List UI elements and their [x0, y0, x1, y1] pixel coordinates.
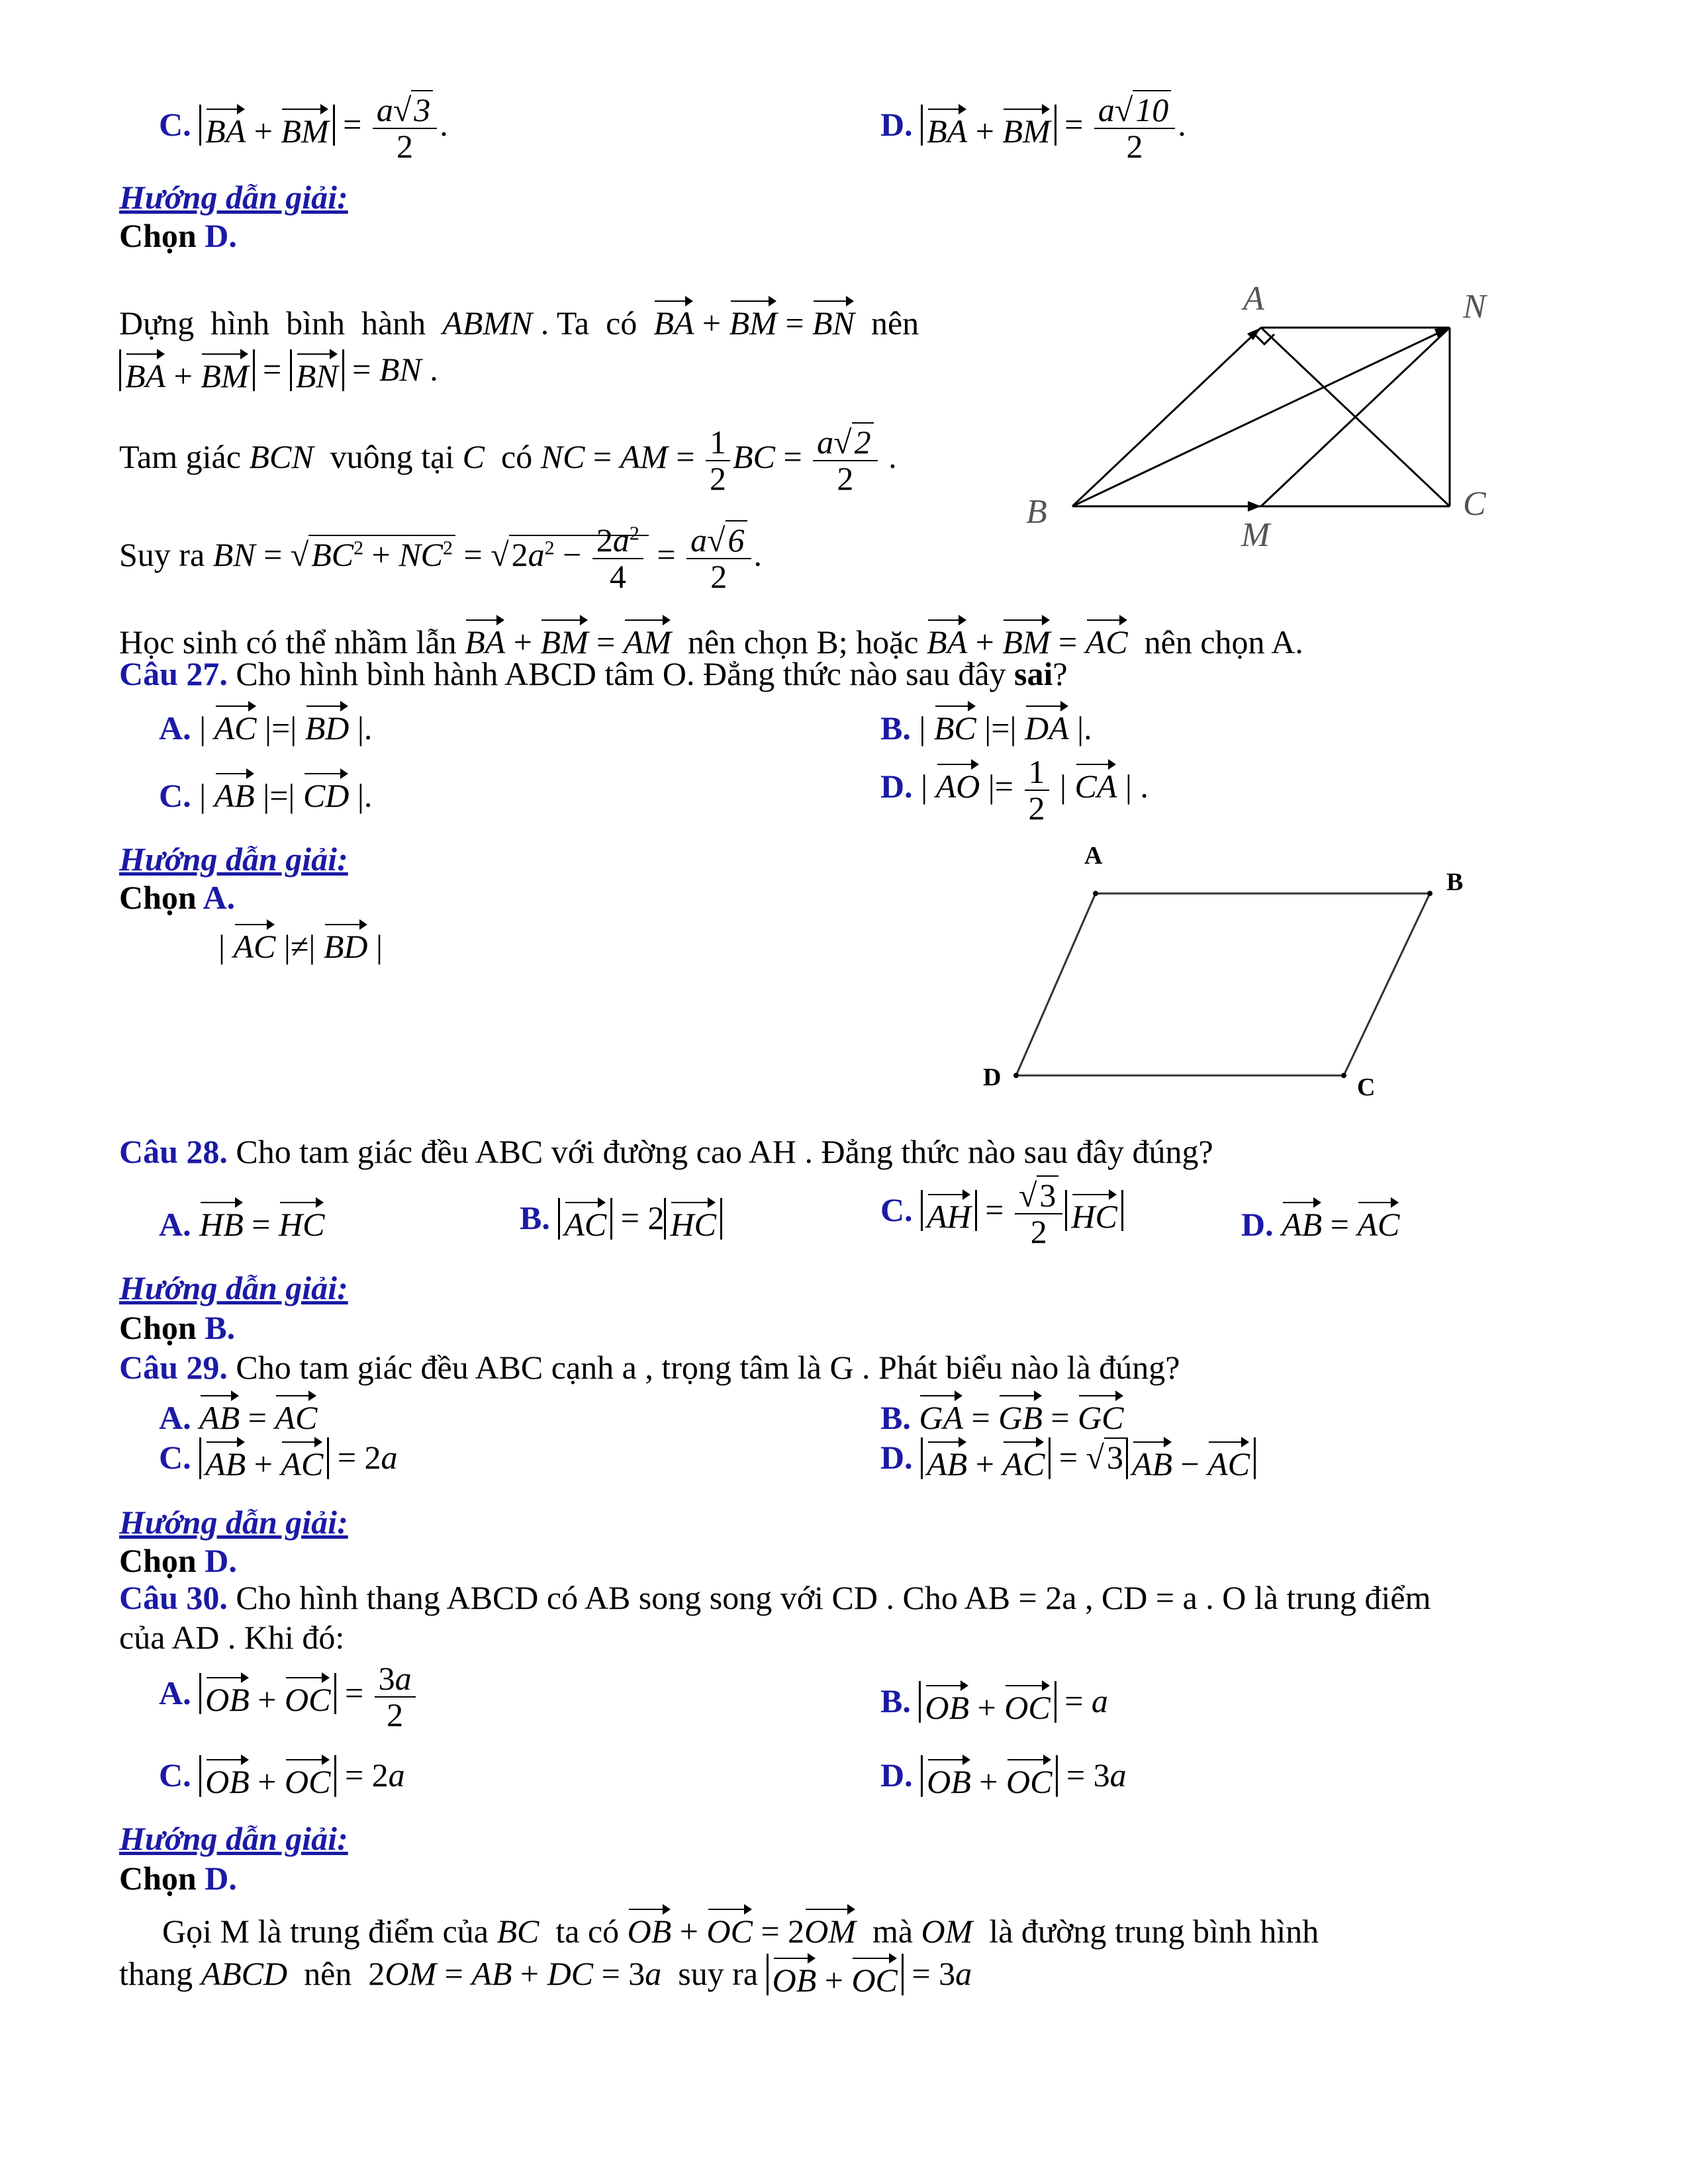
- q28-question: [119, 1132, 1213, 1171]
- q26-solution-line5: Học sinh có thể nhầm lẫn BA + BM = AM nên chọn B; hoặc BA + BM = AC nên chọn A.: [119, 615, 1303, 662]
- label-a: A: [1084, 842, 1103, 870]
- choose-word: Chọn: [119, 1860, 197, 1897]
- q29-option-b: B. GA = GB = GC: [880, 1391, 1124, 1437]
- q30-solution-line2: thang ABCD nên 2OM = AB + DC = 3a suy ra OB + OC = 3a: [119, 1955, 972, 1999]
- choose-letter: A.: [203, 879, 236, 916]
- option-label: B.: [880, 1399, 911, 1436]
- figure-parallelogram-abmn: [993, 278, 1509, 569]
- chosen-answer: [119, 216, 237, 255]
- option-label: B.: [520, 1199, 550, 1236]
- q27-option-a: A. | AC |=| BD |.: [159, 702, 372, 748]
- question-label: Câu 28.: [119, 1133, 228, 1170]
- right-angle-mark: [1254, 334, 1274, 344]
- q30-option-b: B. OB + OC = a: [880, 1682, 1108, 1726]
- point-a: [1093, 891, 1098, 896]
- label-a: A: [1243, 280, 1264, 318]
- point-c: [1341, 1073, 1346, 1078]
- choose-letter: D.: [205, 1542, 237, 1579]
- arrow-head-bm: [1248, 501, 1261, 512]
- option-label: C.: [880, 1191, 913, 1228]
- solution-header: Hướng dẫn giải:: [119, 841, 348, 878]
- q29-option-a: A. AB = AC: [159, 1391, 317, 1437]
- option-label: A.: [159, 1399, 191, 1436]
- q28-option-c: C. AH = $\frac{√3}{2}$ HC: [880, 1178, 1123, 1249]
- chosen-answer: [119, 1858, 237, 1898]
- q28-option-b: B. AC = 2 HC: [520, 1198, 722, 1240]
- segment-ba: [1072, 328, 1261, 506]
- q30-solution-line1: Gọi M là trung điểm của BC ta có OB + OC = 2OM mà OM là đường trung bình hình: [162, 1905, 1319, 1951]
- q30-option-a: A. OB + OC = $\frac{3a}{2}$: [159, 1661, 418, 1732]
- q27-option-d: D. | AO |= $\frac{1}{2}$ | CA | .: [880, 753, 1149, 827]
- q30-question: [119, 1578, 1431, 1617]
- q26-solution-line1: Dựng hình bình hành ABMN . Ta có BA + BM = BN nên: [119, 296, 919, 343]
- q30-question-cont: của AD . Khi đó:: [119, 1619, 345, 1656]
- point-d: [1013, 1073, 1019, 1078]
- option-label: C.: [159, 777, 191, 814]
- option-label: C.: [159, 1756, 191, 1794]
- question-text: Cho hình bình hành ABCD tâm O. Đẳng thức nào sau đây: [236, 655, 1006, 692]
- q26-option-d: D. BA + BM = $\frac{a√10}{2}$ .: [880, 91, 1186, 165]
- option-label: A.: [159, 1674, 191, 1711]
- question-text: Cho tam giác đều ABC cạnh a , trọng tâm là G . Phát biểu nào là đúng?: [236, 1349, 1180, 1386]
- q27-result: | AC |≠| BD |: [218, 920, 383, 966]
- choose-letter: D.: [205, 1860, 237, 1897]
- question-text: Cho tam giác đều ABC với đường cao AH . Đẳng thức nào sau đây đúng?: [236, 1133, 1213, 1170]
- q30-option-d: D. OB + OC = 3a: [880, 1756, 1127, 1800]
- q27-option-b: B. | BC |=| DA |.: [880, 702, 1092, 748]
- chosen-answer: [119, 1308, 235, 1347]
- choose-word: Chọn: [119, 1309, 197, 1346]
- q26-solution-line4: Suy ra BN = $√BC^2 + NC^2 = √2a^2$ − $\frac{2a^2}{4}$ = $\frac{a√6}{2}$ .: [119, 522, 763, 595]
- q29-option-d: D. AB + AC = √3 AB − AC: [880, 1437, 1256, 1479]
- option-label: D.: [880, 1439, 913, 1476]
- option-label: C.: [159, 1439, 191, 1476]
- option-label: A.: [159, 1206, 191, 1243]
- label-b: B: [1026, 493, 1047, 531]
- question-text: Cho hình thang ABCD có AB song song với CD . Cho AB = 2a , CD = a . O là trung điểm: [236, 1579, 1431, 1616]
- solution-header: Hướng dẫn giải:: [119, 1820, 348, 1857]
- question-label: Câu 29.: [119, 1349, 228, 1386]
- q29-option-c: C. AB + AC = 2a: [159, 1439, 398, 1482]
- figure-parallelogram-abcd: [960, 841, 1529, 1105]
- q26-option-c: C. BA + BM = $\frac{a√3}{2}$ .: [159, 91, 448, 165]
- question-label: Câu 27.: [119, 655, 228, 692]
- option-label: D.: [1241, 1206, 1274, 1243]
- label-d: D: [983, 1064, 1002, 1091]
- option-label: C.: [159, 105, 191, 143]
- option-label: B.: [880, 709, 911, 747]
- question-label: Câu 30.: [119, 1579, 228, 1616]
- label-m: M: [1241, 516, 1270, 554]
- q27-option-c: C. | AB |=| CD |.: [159, 769, 372, 815]
- chosen-answer: [119, 1541, 237, 1580]
- label-b: B: [1446, 868, 1464, 896]
- q29-question: [119, 1347, 1180, 1387]
- question-mark: ?: [1053, 655, 1068, 692]
- q28-option-a: A. HB = HC: [159, 1198, 324, 1244]
- choose-word: Chọn: [119, 879, 197, 916]
- question-keyword: sai: [1014, 655, 1053, 692]
- solution-header: Hướng dẫn giải:: [119, 1269, 348, 1306]
- q26-solution-line3: Tam giác BCN vuông tại C có NC = AM = $\frac{1}{2}$ BC = $\frac{a√2}{2}$ .: [119, 424, 897, 497]
- q28-option-d: D. AB = AC: [1241, 1198, 1399, 1244]
- option-label: D.: [880, 767, 913, 805]
- choose-letter: D.: [205, 217, 237, 254]
- q30-option-c: C. OB + OC = 2a: [159, 1756, 405, 1800]
- label-c: C: [1357, 1073, 1376, 1101]
- option-label: A.: [159, 709, 191, 747]
- segment-bn: [1072, 328, 1450, 506]
- edge-da: [1016, 893, 1096, 1075]
- option-label: B.: [880, 1682, 911, 1719]
- edge-bc: [1344, 893, 1430, 1075]
- choose-word: Chọn: [119, 217, 197, 254]
- q26-solution-line2: BA + BM = BN = BN .: [119, 349, 438, 391]
- choose-letter: B.: [205, 1309, 236, 1346]
- q27-question: [119, 654, 1068, 694]
- label-c: C: [1463, 485, 1486, 523]
- solution-header: Hướng dẫn giải:: [119, 1504, 348, 1541]
- label-n: N: [1463, 288, 1486, 326]
- solution-header: Hướng dẫn giải:: [119, 179, 348, 216]
- point-b: [1427, 891, 1432, 896]
- choose-word: Chọn: [119, 1542, 197, 1579]
- option-label: D.: [880, 105, 913, 143]
- option-label: D.: [880, 1756, 913, 1794]
- chosen-answer: [119, 878, 235, 917]
